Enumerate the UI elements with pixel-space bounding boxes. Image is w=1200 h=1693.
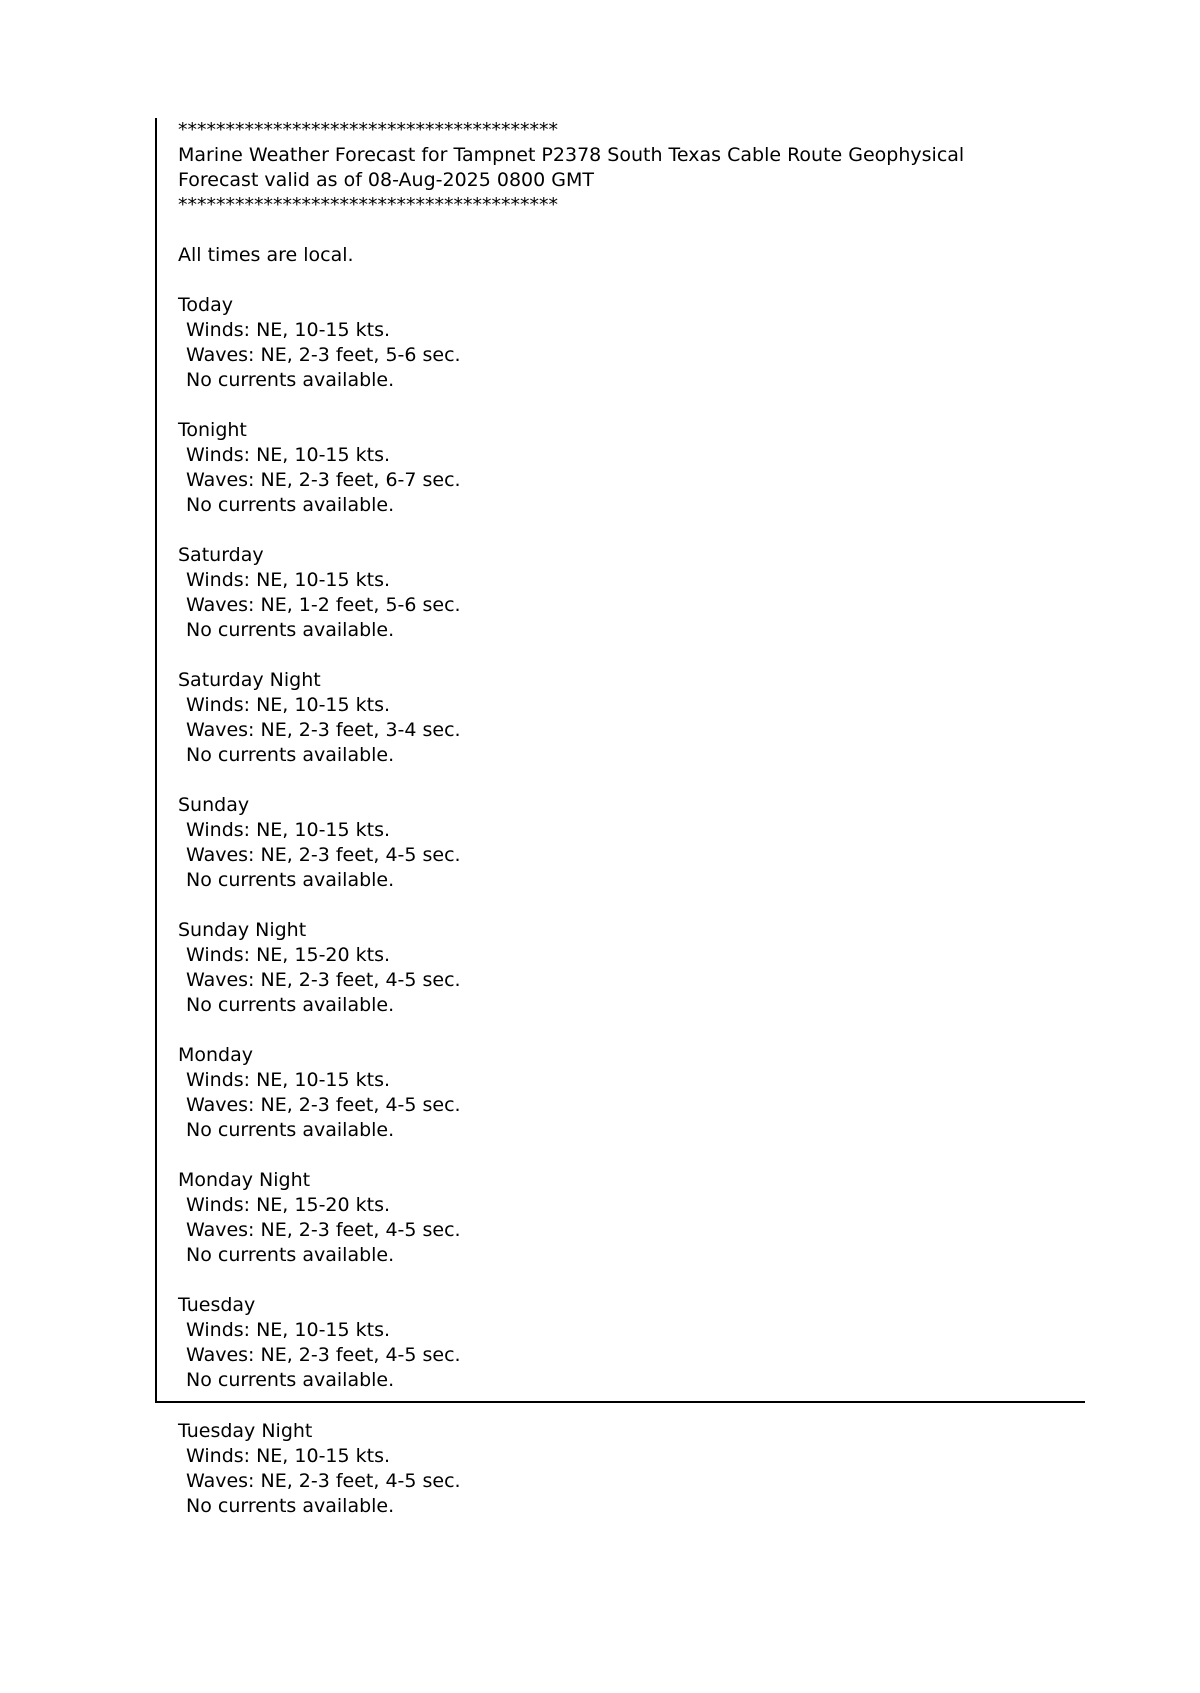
forecast-section-tonight [178,418,1085,518]
section-day-label: Monday Night [178,1169,311,1191]
currents-line: No currents available. [186,494,395,516]
title-line-1: Marine Weather Forecast for Tampnet P2378 South Texas Cable Route Geophysical [178,144,965,166]
waves-line: Waves: NE, 2-3 feet, 4-5 sec. [186,1470,461,1492]
forecast-section-monday-night [178,1168,1085,1268]
title-line-2: Forecast valid as of 08-Aug-2025 0800 GMT [178,169,594,191]
forecast-section-tuesday-night [178,1419,1200,1519]
forecast-section-sunday-night [178,918,1085,1018]
separator-line-bottom: **************************************** [178,194,558,216]
section-day-label: Monday [178,1044,254,1066]
currents-line: No currents available. [186,1119,395,1141]
section-day-label: Saturday [178,544,264,566]
waves-line: Waves: NE, 2-3 feet, 4-5 sec. [186,1219,461,1241]
waves-line: Waves: NE, 2-3 feet, 4-5 sec. [186,844,461,866]
section-day-label: Sunday Night [178,919,307,941]
waves-line: Waves: NE, 1-2 feet, 5-6 sec. [186,594,461,616]
forecast-section-tuesday [178,1293,1085,1393]
winds-line: Winds: NE, 10-15 kts. [186,569,391,591]
currents-line: No currents available. [186,869,395,891]
blank-line [178,268,1085,293]
winds-line: Winds: NE, 10-15 kts. [186,694,391,716]
waves-line: Waves: NE, 2-3 feet, 3-4 sec. [186,719,461,741]
forecast-section-sunday [178,793,1085,893]
currents-line: No currents available. [186,369,395,391]
waves-line: Waves: NE, 2-3 feet, 4-5 sec. [186,1344,461,1366]
currents-line: No currents available. [186,1495,395,1517]
waves-line: Waves: NE, 2-3 feet, 4-5 sec. [186,1094,461,1116]
winds-line: Winds: NE, 15-20 kts. [186,944,391,966]
waves-line: Waves: NE, 2-3 feet, 5-6 sec. [186,344,461,366]
section-day-label: Sunday [178,794,250,816]
winds-line: Winds: NE, 10-15 kts. [186,1445,391,1467]
forecast-section-saturday-night [178,668,1085,768]
separator-line-top: **************************************** [178,119,558,141]
waves-line: Waves: NE, 2-3 feet, 4-5 sec. [186,969,461,991]
currents-line: No currents available. [186,619,395,641]
winds-line: Winds: NE, 10-15 kts. [186,819,391,841]
currents-line: No currents available. [186,744,395,766]
section-day-label: Tuesday [178,1294,256,1316]
section-day-label: Saturday Night [178,669,321,691]
waves-line: Waves: NE, 2-3 feet, 6-7 sec. [186,469,461,491]
winds-line: Winds: NE, 10-15 kts. [186,319,391,341]
winds-line: Winds: NE, 15-20 kts. [186,1194,391,1216]
blank-line [178,218,1085,243]
forecast-section-saturday [178,543,1085,643]
forecast-section-monday [178,1043,1085,1143]
currents-line: No currents available. [186,1244,395,1266]
forecast-bordered-region [155,118,1085,1403]
currents-line: No currents available. [186,1369,395,1391]
section-day-label: Tuesday Night [178,1420,313,1442]
winds-line: Winds: NE, 10-15 kts. [186,1319,391,1341]
winds-line: Winds: NE, 10-15 kts. [186,1069,391,1091]
document-page [0,118,1200,1693]
section-day-label: Tonight [178,419,247,441]
section-day-label: Today [178,294,233,316]
forecast-section-today [178,293,1085,393]
forecast-continued-region [178,1419,1200,1519]
times-note: All times are local. [178,244,354,266]
currents-line: No currents available. [186,994,395,1016]
winds-line: Winds: NE, 10-15 kts. [186,444,391,466]
